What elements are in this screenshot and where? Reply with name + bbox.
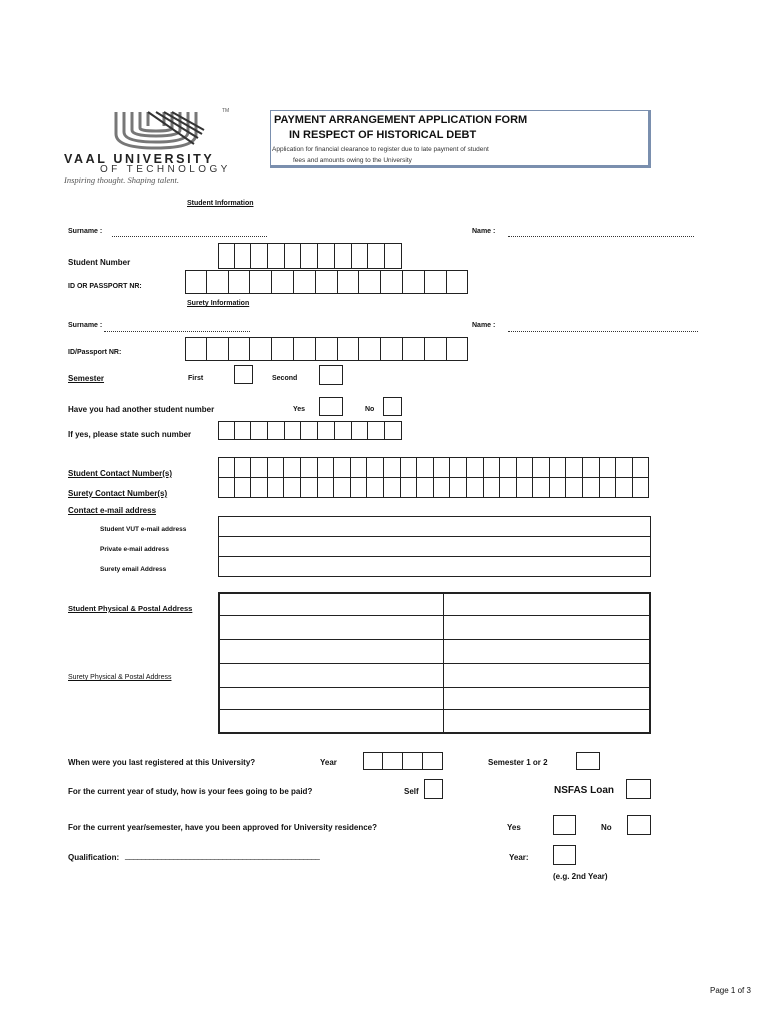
address-cell[interactable] [444,594,649,616]
surety-section-title: Surety Information [187,300,250,307]
other-number-no-label: No [365,406,375,413]
semester-label: Semester [68,374,105,383]
last-registered-question: When were you last registered at this University? [68,758,256,767]
private-email-label: Private e-mail address [100,546,170,553]
address-cell[interactable] [220,594,444,616]
student-surname-field[interactable] [112,236,267,237]
logo-name-line2: OF TECHNOLOGY [100,164,231,175]
address-cell[interactable] [220,616,444,640]
address-cell[interactable] [444,616,649,640]
registration-semester-label: Semester 1 or 2 [488,758,548,767]
surety-name-field[interactable] [508,331,698,332]
fees-nsfas-label: NSFAS Loan [554,785,615,796]
student-contact-number-boxes[interactable] [218,457,650,478]
address-cell[interactable] [220,688,444,710]
other-number-if-yes-label: If yes, please state such number [68,430,192,439]
private-email-field[interactable] [218,536,651,557]
form-title-line1: PAYMENT ARRANGEMENT APPLICATION FORM [274,114,528,126]
surety-id-boxes[interactable] [185,337,469,361]
other-number-boxes[interactable] [218,421,402,440]
qualification-year-box[interactable] [553,845,576,865]
other-number-yes-checkbox[interactable] [319,397,343,416]
address-cell[interactable] [220,710,444,732]
student-email-label: Student VUT e-mail address [100,526,187,533]
student-number-label: Student Number [68,258,131,267]
form-description-line2: fees and amounts owing to the University [293,157,412,164]
surety-surname-field[interactable] [104,331,250,332]
registration-year-label: Year [320,758,337,767]
semester-first-label: First [188,375,204,382]
semester-second-label: Second [272,375,298,382]
page-number: Page 1 of 3 [710,986,751,995]
residence-yes-checkbox[interactable] [553,815,576,835]
address-cell[interactable] [220,664,444,688]
address-cell[interactable] [444,664,649,688]
semester-second-checkbox[interactable] [319,365,343,385]
fees-self-checkbox[interactable] [424,779,443,799]
registration-semester-box[interactable] [576,752,600,770]
logo-name-line1: VAAL UNIVERSITY [64,152,215,166]
registration-year-boxes[interactable] [363,752,443,770]
contact-email-heading: Contact e-mail address [68,506,157,515]
surety-email-field[interactable] [218,556,651,577]
student-contact-numbers-label: Student Contact Number(s) [68,469,172,478]
qualification-field[interactable]: ________________________________________________ [125,851,320,860]
qualification-year-example: (e.g. 2nd Year) [553,872,608,881]
address-cell[interactable] [220,640,444,664]
other-number-no-checkbox[interactable] [383,397,402,416]
qualification-year-label: Year: [509,853,529,862]
fees-question: For the current year of study, how is your fees going to be paid? [68,787,313,796]
address-table [218,592,651,734]
surety-contact-number-boxes[interactable] [218,477,650,498]
university-logo [64,108,274,186]
surety-contact-numbers-label: Surety Contact Number(s) [68,489,168,498]
student-surname-label: Surname : [68,228,103,235]
surety-name-label: Name : [472,322,496,329]
logo-tm: TM [222,108,230,114]
student-number-boxes[interactable] [218,243,402,269]
student-id-boxes[interactable] [185,270,469,294]
form-description-line1: Application for financial clearance to register due to late payment of student [272,146,489,153]
other-number-yes-label: Yes [293,406,306,413]
logo-tagline: Inspiring thought. Shaping talent. [64,175,179,185]
surety-id-label: ID/Passport NR: [68,349,122,356]
student-name-label: Name : [472,228,496,235]
semester-first-checkbox[interactable] [234,365,253,384]
address-cell[interactable] [444,710,649,732]
address-cell[interactable] [444,688,649,710]
surety-address-label: Surety Physical & Postal Address [68,674,172,681]
residence-no-label: No [601,823,612,832]
surety-surname-label: Surname : [68,322,103,329]
surety-email-label: Surety email Address [100,566,167,573]
student-id-label: ID OR PASSPORT NR: [68,283,142,290]
other-number-question: Have you had another student number [68,405,215,414]
address-cell[interactable] [444,640,649,664]
fees-nsfas-checkbox[interactable] [626,779,651,799]
form-title-line2: IN RESPECT OF HISTORICAL DEBT [289,129,477,141]
residence-no-checkbox[interactable] [627,815,651,835]
student-name-field[interactable] [508,236,694,237]
form-header [270,110,651,168]
student-address-label: Student Physical & Postal Address [68,604,193,613]
residence-yes-label: Yes [507,823,521,832]
fees-self-label: Self [404,787,419,796]
qualification-label: Qualification: [68,853,120,862]
residence-question: For the current year/semester, have you been approved for University residence? [68,823,378,832]
student-email-field[interactable] [218,516,651,537]
student-section-title: Student Information [187,200,254,207]
